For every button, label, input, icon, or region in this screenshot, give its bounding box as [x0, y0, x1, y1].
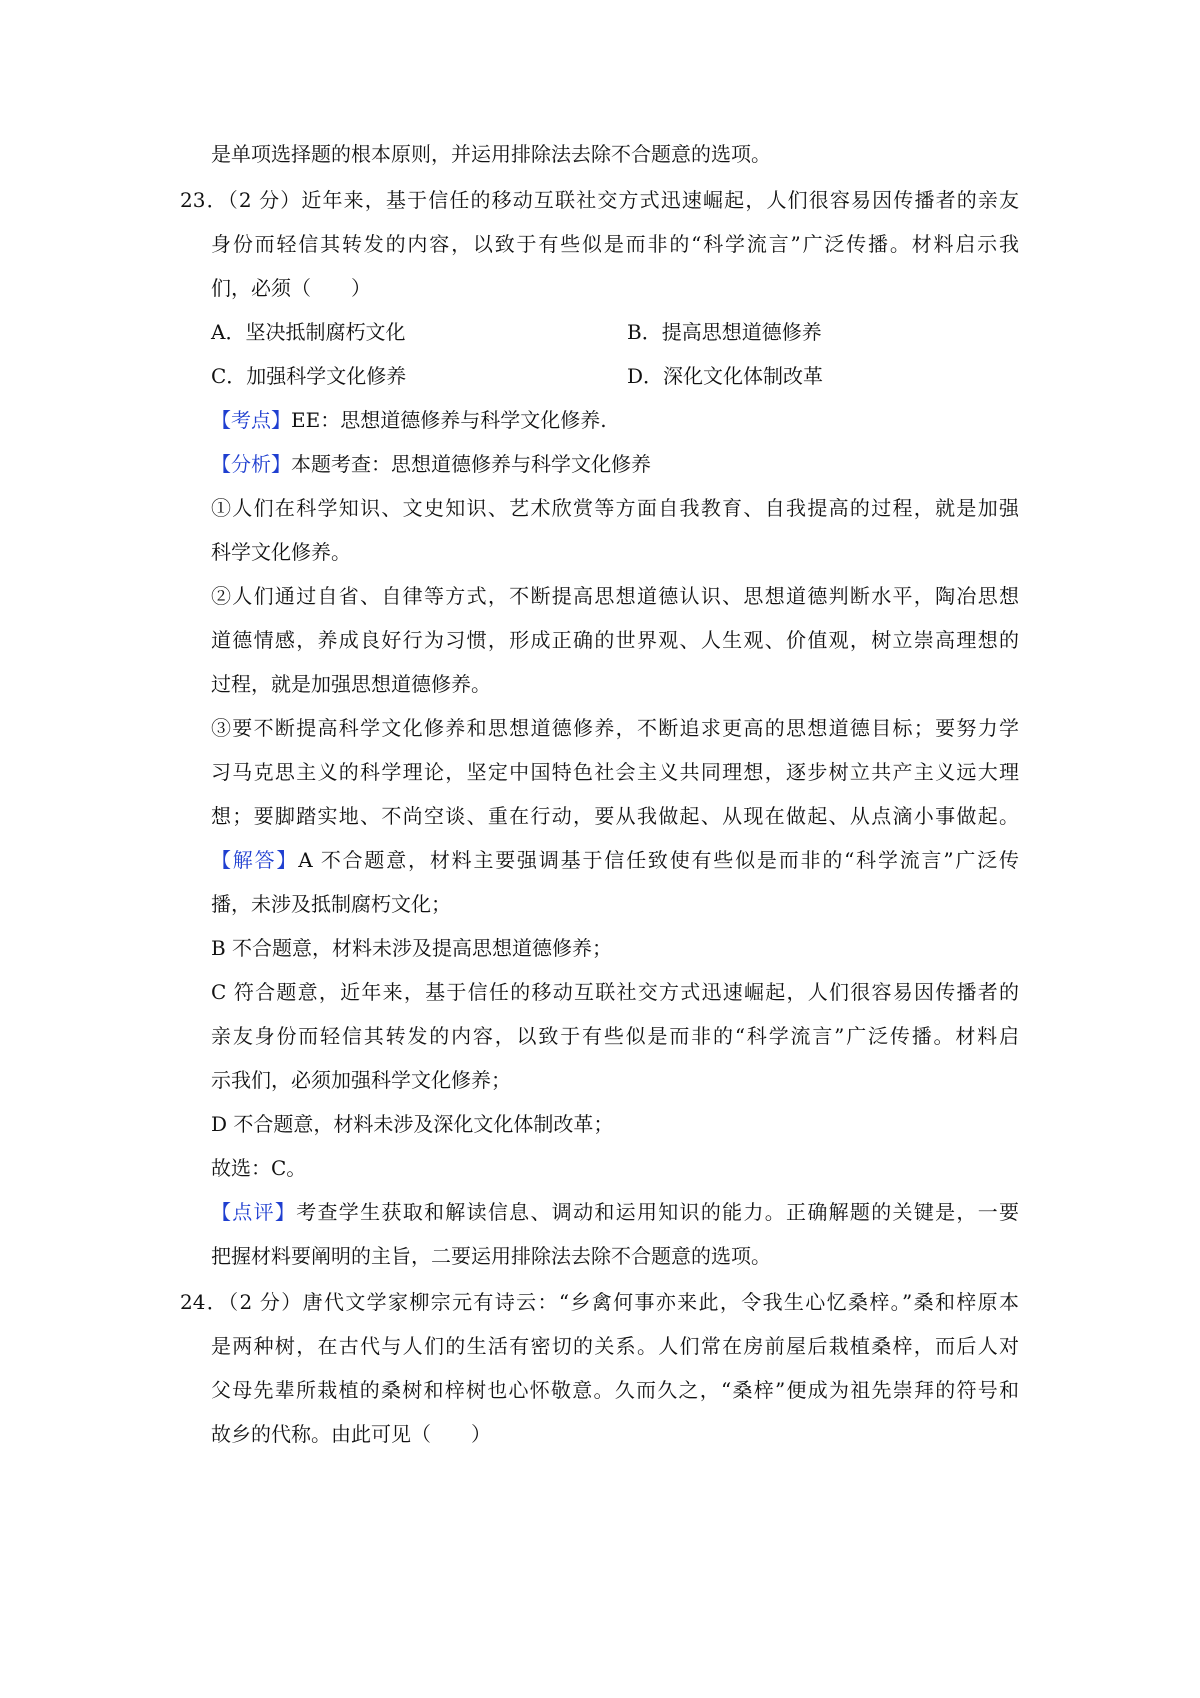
question-23-stem-line-1: 23．（2 分）近年来，基于信任的移动互联社交方式迅速崛起，人们很容易因传播者的亲友 — [180, 188, 1019, 212]
fenxi-tag: 【分析】 — [211, 452, 291, 476]
final-answer: 故选：C。 — [211, 1156, 307, 1180]
dianping-tag: 【点评】 — [211, 1200, 297, 1224]
answer-c-explanation-line-1: C 符合题意，近年来，基于信任的移动互联社交方式迅速崛起，人们很容易因传播者的 — [211, 980, 1019, 1004]
option-b: B．提高思想道德修养 — [627, 320, 822, 344]
kaodian-tag: 【考点】 — [211, 408, 291, 432]
question-24-stem-line-2: 是两种树，在古代与人们的生活有密切的关系。人们常在房前屋后栽植桑梓，而后人对 — [211, 1334, 1019, 1358]
prev-comment-tail: 是单项选择题的根本原则，并运用排除法去除不合题意的选项。 — [211, 142, 771, 166]
option-c: C．加强科学文化修养 — [211, 364, 407, 388]
answer-c-explanation-line-3: 示我们，必须加强科学文化修养； — [211, 1068, 511, 1092]
jieda-line-2: 播，未涉及抵制腐朽文化； — [211, 892, 451, 916]
analysis-point-3-line-1: ③要不断提高科学文化修养和思想道德修养，不断追求更高的思想道德目标；要努力学 — [211, 716, 1019, 740]
dianping-line-2: 把握材料要阐明的主旨，二要运用排除法去除不合题意的选项。 — [211, 1244, 771, 1268]
analysis-point-2-line-3: 过程，就是加强思想道德修养。 — [211, 672, 491, 696]
jieda-line-1 — [211, 846, 1019, 874]
analysis-point-2-line-1: ②人们通过自省、自律等方式，不断提高思想道德认识、思想道德判断水平，陶冶思想 — [211, 584, 1019, 608]
fenxi-line — [211, 450, 651, 478]
answer-c-explanation-line-2: 亲友身份而轻信其转发的内容，以致于有些似是而非的“科学流言”广泛传播。材料启 — [211, 1024, 1019, 1048]
analysis-point-1-line-2: 科学文化修养。 — [211, 540, 351, 564]
dianping-text-1: 考查学生获取和解读信息、调动和运用知识的能力。正确解题的关键是，一要 — [296, 1200, 1020, 1224]
analysis-point-3-line-3: 想；要脚踏实地、不尚空谈、重在行动，要从我做起、从现在做起、从点滴小事做起。 — [211, 804, 1019, 828]
answer-b-explanation: B 不合题意，材料未涉及提高思想道德修养； — [211, 936, 613, 960]
option-a: A．坚决抵制腐朽文化 — [211, 320, 406, 344]
answer-d-explanation: D 不合题意，材料未涉及深化文化体制改革； — [211, 1112, 614, 1136]
question-24-stem-line-4: 故乡的代称。由此可见（ ） — [211, 1422, 491, 1446]
analysis-point-1-line-1: ①人们在科学知识、文史知识、艺术欣赏等方面自我教育、自我提高的过程，就是加强 — [211, 496, 1019, 520]
question-23-stem-line-2: 身份而轻信其转发的内容，以致于有些似是而非的“科学流言”广泛传播。材料启示我 — [211, 232, 1019, 256]
analysis-point-2-line-2: 道德情感，养成良好行为习惯，形成正确的世界观、人生观、价值观，树立崇高理想的 — [211, 628, 1019, 652]
dianping-line-1 — [211, 1198, 1019, 1226]
jieda-text-1: A 不合题意，材料主要强调基于信任致使有些似是而非的“科学流言”广泛传 — [298, 848, 1020, 872]
jieda-tag: 【解答】 — [211, 848, 299, 872]
question-24-stem-line-1: 24．（2 分）唐代文学家柳宗元有诗云：“乡禽何事亦来此，令我生心忆桑梓。”桑和梓原本 — [180, 1290, 1019, 1314]
option-d: D．深化文化体制改革 — [627, 364, 824, 388]
kaodian-text: EE：思想道德修养与科学文化修养. — [291, 408, 607, 432]
question-23-stem-line-3: 们，必须（ ） — [211, 276, 371, 300]
kaodian-line — [211, 406, 607, 434]
fenxi-text: 本题考查：思想道德修养与科学文化修养 — [291, 452, 651, 476]
analysis-point-3-line-2: 习马克思主义的科学理论，坚定中国特色社会主义共同理想，逐步树立共产主义远大理 — [211, 760, 1019, 784]
question-24-stem-line-3: 父母先辈所栽植的桑树和梓树也心怀敬意。久而久之，“桑梓”便成为祖先崇拜的符号和 — [211, 1378, 1019, 1402]
